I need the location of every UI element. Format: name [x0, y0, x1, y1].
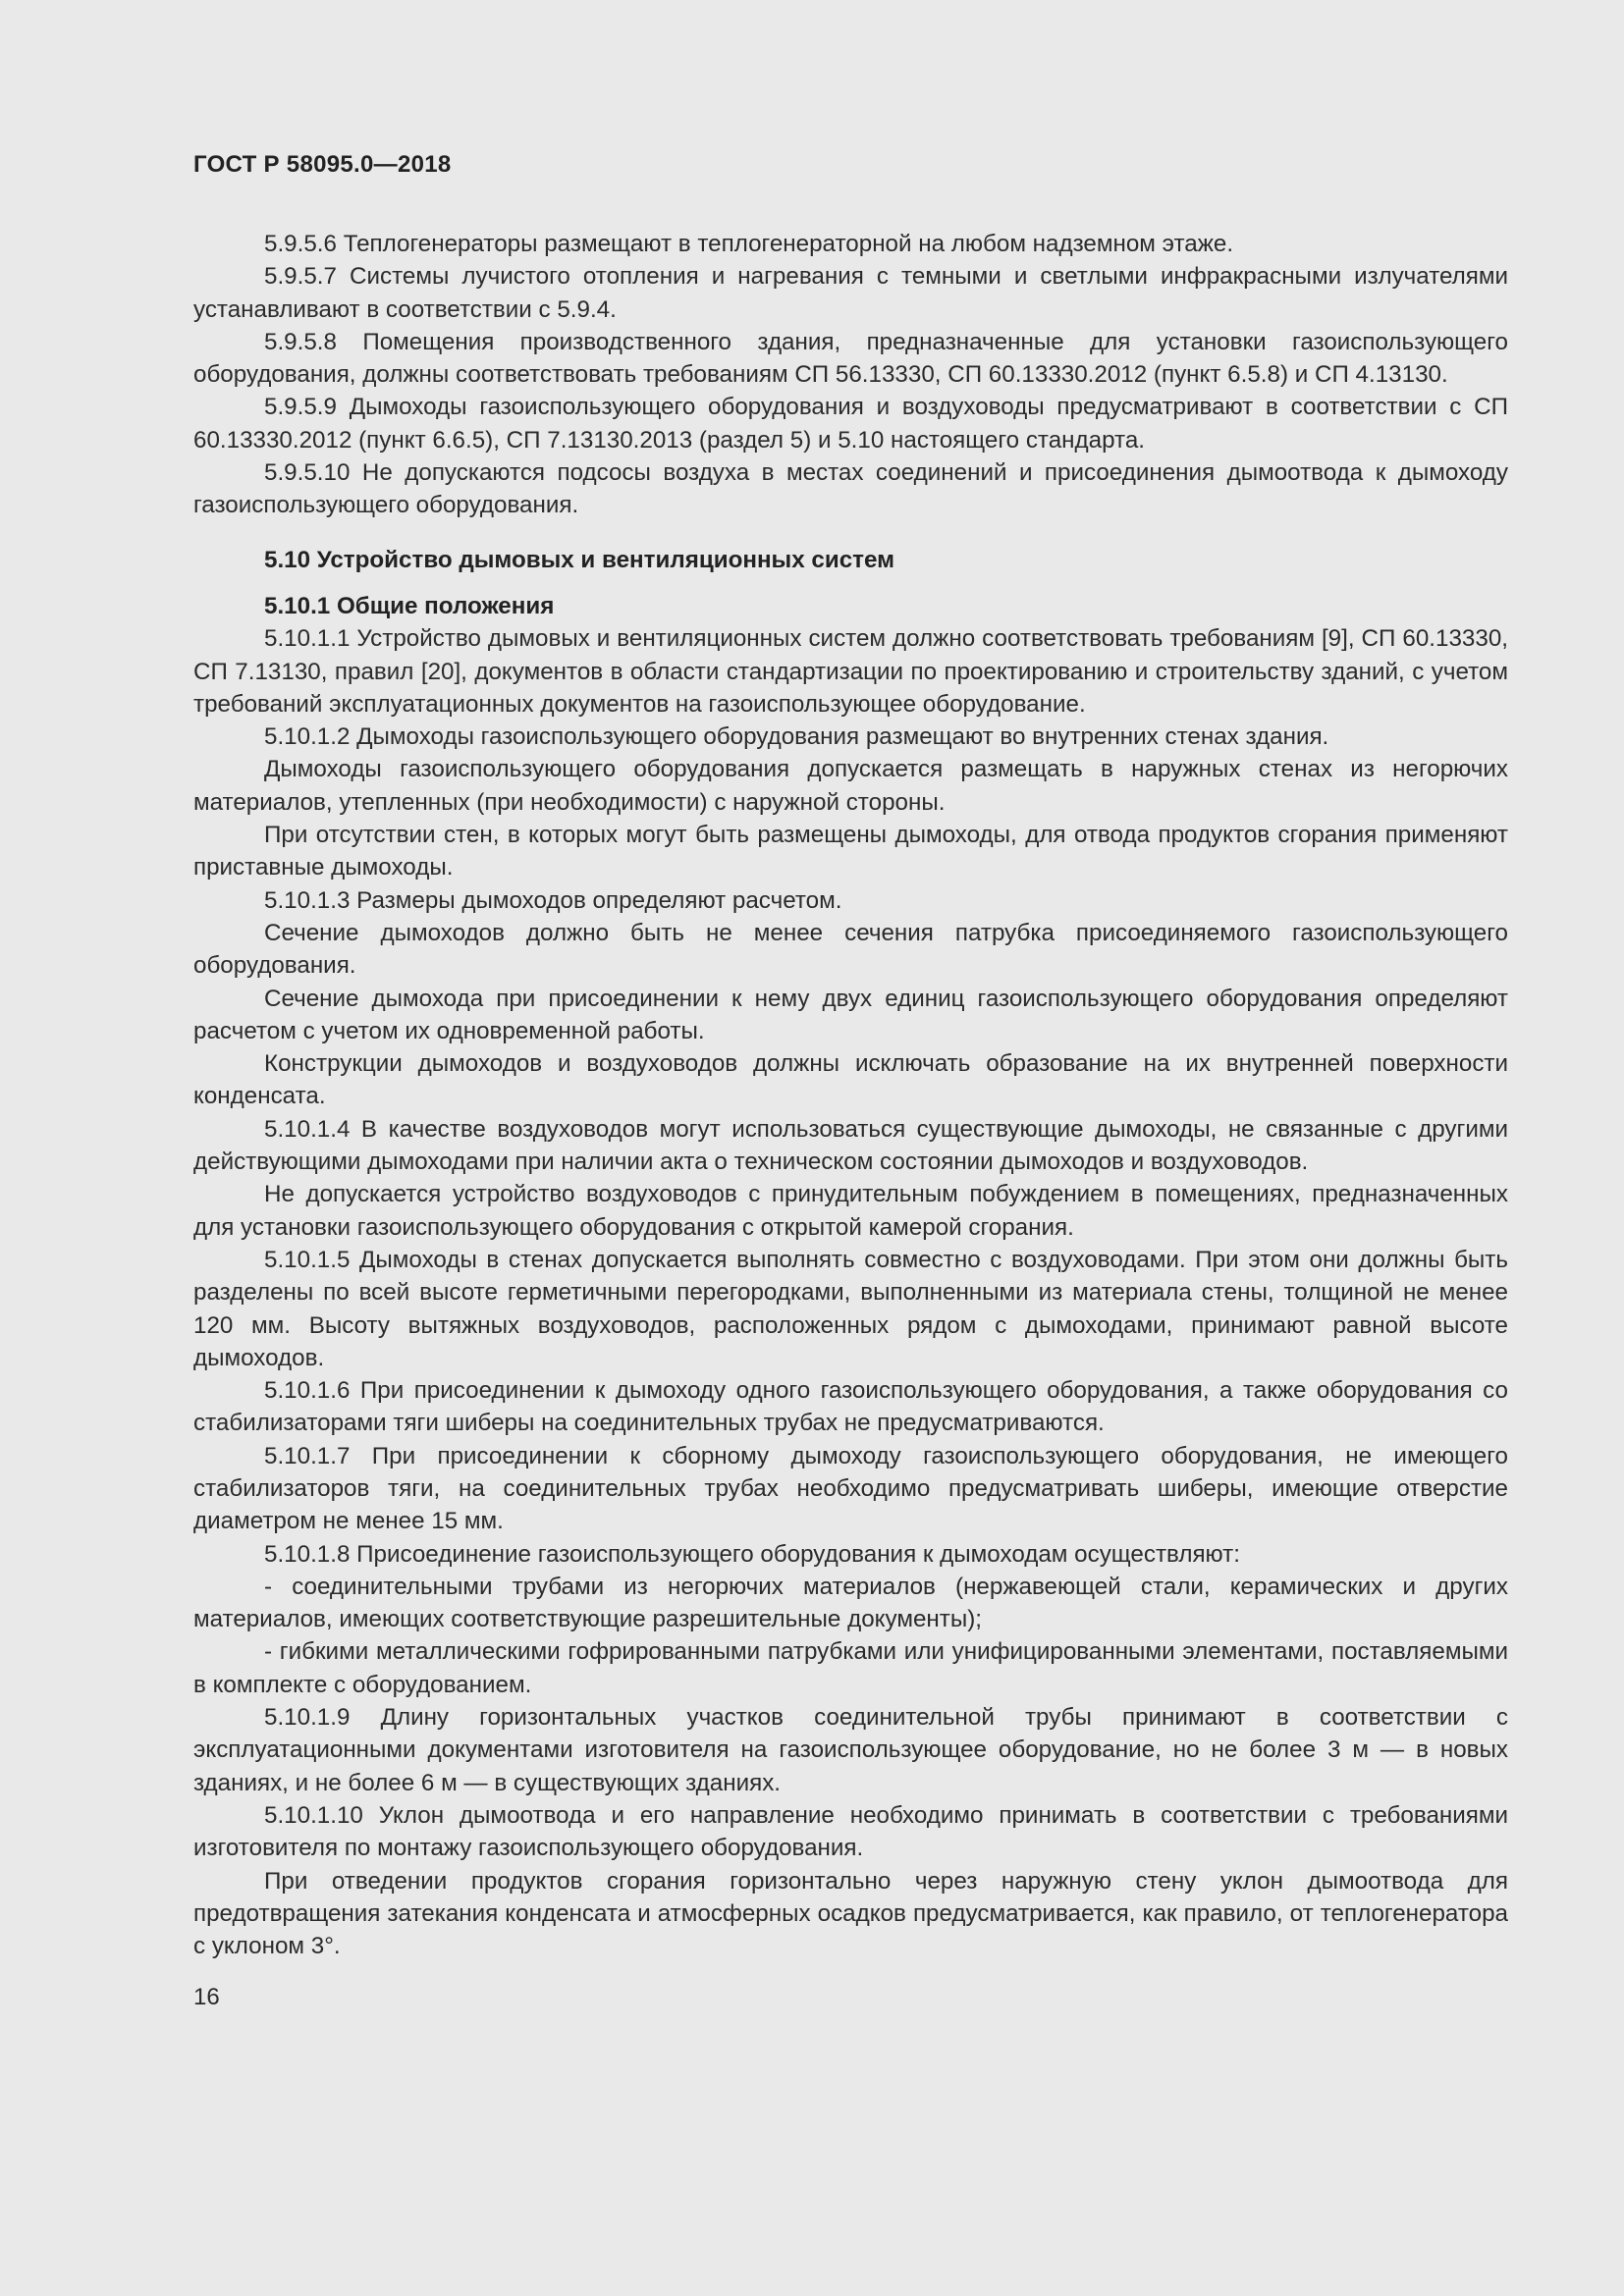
- paragraph-5-10-1-2: 5.10.1.2 Дымоходы газоиспользующего оборудования размещают во внутренних стенах здания.: [264, 723, 1329, 751]
- paragraph-chimney-section: Сечение дымоходов должно быть не менее сечения патрубка присоединяемого газоиспользующего оборудования.: [193, 919, 1508, 980]
- list-item-connecting-pipes: - соединительными трубами из негорючих материалов (нержавеющей стали, керамических и других материалов, имеющих соответствующие разрешительные документы);: [193, 1573, 1508, 1633]
- paragraph-condensate: Конструкции дымоходов и воздуховодов должны исключать образование на их внутренней поверхности конденсата.: [193, 1050, 1508, 1110]
- subsection-title: 5.10.1 Общие положения: [264, 592, 555, 619]
- document-header: ГОСТ Р 58095.0—2018: [193, 151, 452, 178]
- paragraph-5-9-5-6: 5.9.5.6 Теплогенераторы размещают в теплогенераторной на любом надземном этаже.: [264, 231, 1234, 257]
- paragraph-5-10-1-6: 5.10.1.6 При присоединении к дымоходу одного газоиспользующего оборудования, а также оборудования со стабилизаторами тяги шиберы на соединительных трубах не предусматриваются.: [193, 1377, 1508, 1437]
- paragraph-5-10-1-10: 5.10.1.10 Уклон дымоотвода и его направление необходимо принимать в соответствии с требованиями изготовителя по монтажу газоиспользующего оборудования.: [193, 1801, 1508, 1862]
- paragraph-outer-walls: Дымоходы газоиспользующего оборудования допускается размещать в наружных стенах из негорючих материалов, утепленных (при необходимости) с наружной стороны.: [193, 756, 1508, 816]
- paragraph-5-10-1-5: 5.10.1.5 Дымоходы в стенах допускается выполнять совместно с воздуховодами. При этом они должны быть разделены по всей высоте герметичными перегородками, выполненными из материала стены, толщиной не менее 120 мм. Высоту вытяжных воздуховодов, расположенных рядом с дымоходами, принимают равной высоте дымоходов.: [193, 1246, 1508, 1371]
- paragraph-5-9-5-10: 5.9.5.10 Не допускаются подсосы воздуха в местах соединений и присоединения дымоотвода к дымоходу газоиспользующего оборудования.: [193, 459, 1508, 519]
- paragraph-5-9-5-8: 5.9.5.8 Помещения производственного здания, предназначенные для установки газоиспользующего оборудования, должны соответствовать требованиям СП 56.13330, СП 60.13330.2012 (пункт 6.5.8) и СП 4.13130.: [193, 328, 1508, 389]
- document-body: [193, 228, 1508, 1962]
- page-number: 16: [193, 1984, 220, 2011]
- paragraph-5-10-1-4: 5.10.1.4 В качестве воздуховодов могут использоваться существующие дымоходы, не связанные с другими действующими дымоходами при наличии акта о техническом состоянии дымоходов и воздуховодов.: [193, 1115, 1508, 1176]
- paragraph-5-10-1-7: 5.10.1.7 При присоединении к сборному дымоходу газоиспользующего оборудования, не имеющего стабилизаторов тяги, на соединительных трубах необходимо предусматривать шиберы, имеющие отверстие диаметром не менее 15 мм.: [193, 1442, 1508, 1535]
- paragraph-5-10-1-8: 5.10.1.8 Присоединение газоиспользующего оборудования к дымоходам осуществляют:: [264, 1540, 1240, 1568]
- paragraph-5-10-1-3: 5.10.1.3 Размеры дымоходов определяют расчетом.: [264, 886, 842, 914]
- paragraph-two-units: Сечение дымохода при присоединении к нему двух единиц газоиспользующего оборудования определяют расчетом с учетом их одновременной работы.: [193, 985, 1508, 1044]
- section-title: 5.10 Устройство дымовых и вентиляционных систем: [264, 546, 895, 573]
- paragraph-forced-ventilation: Не допускается устройство воздуховодов с принудительным побуждением в помещениях, предназначенных для установки газоиспользующего оборудования с открытой камерой сгорания.: [193, 1181, 1508, 1241]
- paragraph-5-10-1-1: 5.10.1.1 Устройство дымовых и вентиляционных систем должно соответствовать требованиям [9], СП 60.13330, СП 7.13130, правил [20], документов в области стандартизации по проектированию и строительству зданий, с учетом требований эксплуатационных документов на газоиспользующее оборудование.: [193, 625, 1508, 718]
- paragraph-horizontal-exhaust: При отведении продуктов сгорания горизонтально через наружную стену уклон дымоотвода для предотвращения затекания конденсата и атмосферных осадков предусматривается, как правило, от теплогенератора с уклоном 3°.: [193, 1867, 1508, 1960]
- paragraph-5-9-5-9: 5.9.5.9 Дымоходы газоиспользующего оборудования и воздуховоды предусматривают в соответствии с СП 60.13330.2012 (пункт 6.6.5), СП 7.13130.2013 (раздел 5) и 5.10 настоящего стандарта.: [193, 394, 1508, 454]
- paragraph-attached-chimneys: При отсутствии стен, в которых могут быть размещены дымоходы, для отвода продуктов сгорания применяют приставные дымоходы.: [193, 822, 1508, 881]
- paragraph-5-10-1-9: 5.10.1.9 Длину горизонтальных участков соединительной трубы принимают в соответствии с эксплуатационными документами изготовителя на газоиспользующее оборудование, но не более 3 м — в новых зданиях, и не более 6 м — в существующих зданиях.: [193, 1704, 1508, 1796]
- paragraph-5-9-5-7: 5.9.5.7 Системы лучистого отопления и нагревания с темными и светлыми инфракрасными излучателями устанавливают в соответствии с 5.9.4.: [193, 263, 1508, 323]
- list-item-flexible-pipes: - гибкими металлическими гофрированными патрубками или унифицированными элементами, поставляемыми в комплекте с оборудованием.: [193, 1638, 1508, 1698]
